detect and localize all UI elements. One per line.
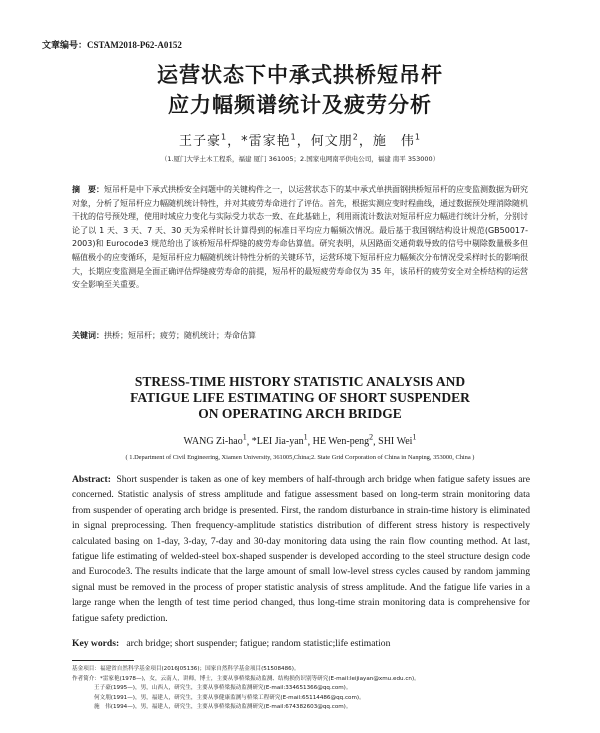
- keywords-label: Key words:: [72, 638, 120, 649]
- author: SHI Wei$^1$: [378, 433, 417, 448]
- english-title-line-3: ON OPERATING ARCH BRIDGE: [198, 406, 402, 421]
- corresponding-author: *雷家艳$^1$: [241, 132, 297, 149]
- chinese-title-line-1: 运营状态下中承式拱桥短吊杆: [157, 63, 443, 87]
- author-bio: 作者简介：*雷家艳(1978—)，女，云南人，讲师，博士，主要从事桥梁振动监测、结构损伤识别等研究(E-mail:leijiayan@xmu.edu.cn)。: [72, 675, 420, 682]
- chinese-affiliation: （1.厦门大学土木工程系，福建 厦门 361005；2.国家电网南平供电公司，福建 南平 353000）: [160, 155, 440, 163]
- english-author-list: WANG Zi-hao$^1$, *LEI Jia-yan$^1$, HE Wen-peng$^2$, SHI Wei$^1$: [183, 433, 417, 448]
- corresponding-author: *LEI Jia-yan$^1$: [251, 433, 308, 448]
- author-bio: 施 伟(1994—)，男，福建人，研究生，主要从事桥梁振动监测研究(E-mail:674382603@qq.com)。: [94, 704, 352, 711]
- footnotes: [72, 665, 532, 713]
- english-abstract: [72, 472, 530, 626]
- author: 施 伟$^1$: [372, 132, 421, 149]
- english-title-line-1: STRESS-TIME HISTORY STATISTIC ANALYSIS AND: [134, 374, 466, 389]
- funding-note: 基金项目：福建省自然科学基金项目(2016J05136)；国家自然科学基金项目(51508486)。: [72, 666, 300, 672]
- article-id: 文章编号：CSTAM2018-P62-A0152: [42, 40, 182, 50]
- keywords-label: 关键词：: [72, 331, 104, 340]
- english-title-line-2: FATIGUE LIFE ESTIMATING OF SHORT SUSPENDER: [130, 390, 470, 405]
- chinese-abstract: [72, 183, 528, 292]
- author-bio: 王子豪(1995—)，男，山西人，研究生，主要从事桥梁振动监测研究(E-mail:334651366@qq.com)。: [94, 685, 352, 692]
- abstract-text: 短吊杆是中下承式拱桥安全问题中的关键构件之一，以运营状态下的某中承式单拱面钢拱桥短吊杆的应变监测数据为研究对象，分析了短吊杆应力幅随机统计特性，并对其疲劳寿命进行了评估。首先，根据实测应变时程曲线，通过数据预处理消除随机干扰的信号预处理，使用时域应力变化与实际受力状态一致、在此基础上，利用雨流计数法对短吊杆应力幅进行统计分析，分别讨论了以 1 天、3 天、7 天、30 天为采样时长计算得到的标准日平均应力幅频次情况。最后基于我国钢结构设计规范(GB50017-2003)和 Eurocode3 规范给出了该桥短吊杆焊缝的疲劳寿命估算值。研究表明，从因路面交通荷载导致的信号中剔除数量极多但幅值极小的应变循环，是短吊杆应力幅随机统计特性分析的关键环节，运营环境下短吊杆应力幅频次分布情况受采样时长的影响很大，长期应变监测是全面正确评估焊缝疲劳寿命的前提，短吊杆的最短疲劳寿命仅为 35 年，该吊杆的疲劳安全对全桥结构的运营安全影响至关重要。: [72, 185, 528, 290]
- chinese-author-list: 王子豪$^1$，*雷家艳$^1$，何文朋$^2$，施 伟$^1$: [179, 132, 421, 149]
- author: 王子豪$^1$: [179, 132, 228, 149]
- author-bio: 何文朋(1991—)，男，福建人，研究生，主要从事健康监测与桥梁工程研究(E-mail:65114486@qq.com)。: [94, 694, 365, 701]
- author: HE Wen-peng$^2$: [312, 433, 374, 448]
- author: 何文朋$^2$: [310, 132, 359, 149]
- chinese-title-line-2: 应力幅频谱统计及疲劳分析: [168, 93, 432, 117]
- english-affiliation: ( 1.Department of Civil Engineering, Xiamen University, 361005,China;2. State Grid Corporation of China in Nanping, 353000, China ): [125, 454, 475, 461]
- keywords-text: 拱桥；短吊杆；疲劳；随机统计；寿命估算: [104, 331, 256, 340]
- abstract-text: Short suspender is taken as one of key members of half-through arch bridge when fatigue safety issues are concerned. Statistic analysis of stress amplitude and fatigue assessment based on long-term strain monitoring data from suspender of operating arch bridge is presented. First, the random disturbance in strain-time history is eliminated in signal preprocessing. Then frequency-amplitude statistics distribution of different stress history is respectively calculated basing on 1-day, 3-day, 7-day and 30-day monitoring data using the rain flow counting method. At last, fatigue life estimating of welded-steel box-shaped suspender is developed according to the steel structure design code and Eurocode3. The results indicate that the large amount of small low-level stress cycles caused by random jamming signal must be removed in the process of proper statistic analysis of stress amplitude. And the fatigue life varies in a large range when the length of test time period changed, thus long-time strain monitoring data is comprehensive for fatigue safety prediction.: [72, 474, 531, 624]
- keywords-text: arch bridge; short suspender; fatigue; random statistic;life estimation: [126, 638, 391, 649]
- abstract-label: 摘 要：: [72, 185, 104, 194]
- chinese-keywords: [72, 330, 528, 341]
- english-keywords: [72, 638, 530, 649]
- footnote-divider: [72, 660, 134, 661]
- author: WANG Zi-hao$^1$: [183, 433, 247, 448]
- abstract-label: Abstract:: [72, 474, 111, 485]
